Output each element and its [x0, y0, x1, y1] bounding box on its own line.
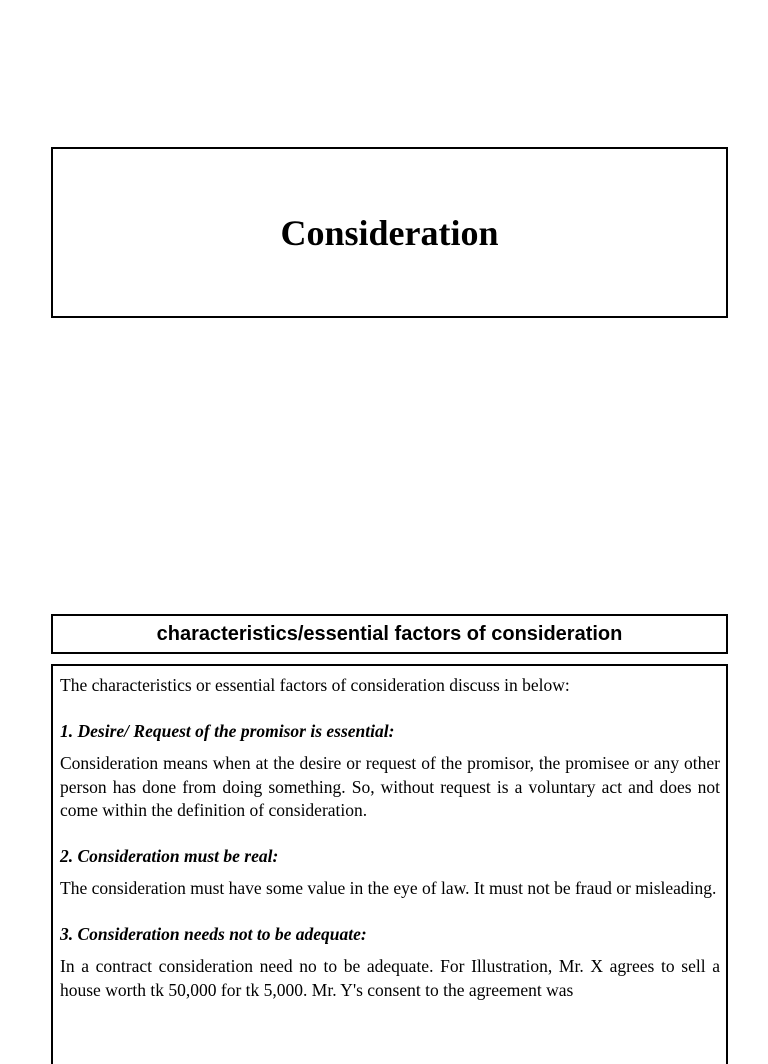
point-2-body: The consideration must have some value in the eye of law. It must not be fraud or misleading.: [60, 878, 717, 898]
content-box: [51, 664, 728, 1064]
section-heading-box: [51, 614, 728, 654]
intro-text: The characteristics or essential factors of consideration discuss in below:: [60, 675, 570, 695]
point-2-heading: 2. Consideration must be real:: [60, 845, 279, 866]
point-1-heading: 1. Desire/ Request of the promisor is essential:: [60, 720, 395, 741]
title-slide-box: [51, 147, 728, 318]
section-heading: characteristics/essential factors of consideration: [156, 622, 623, 645]
point-3-body: In a contract consideration need no to be adequate. For Illustration, Mr. X agrees to sell a house worth tk 50,000 for tk 5,000. Mr. Y's consent to the agreement was: [60, 956, 720, 1000]
point-3-heading: 3. Consideration needs not to be adequate:: [60, 923, 367, 944]
point-1-body: Consideration means when at the desire or request of the promisor, the promisee or any other person has done from doing something. So, without request is a voluntary act and does not come within the definition of consideration.: [60, 753, 720, 820]
page-title: Consideration: [280, 212, 499, 253]
